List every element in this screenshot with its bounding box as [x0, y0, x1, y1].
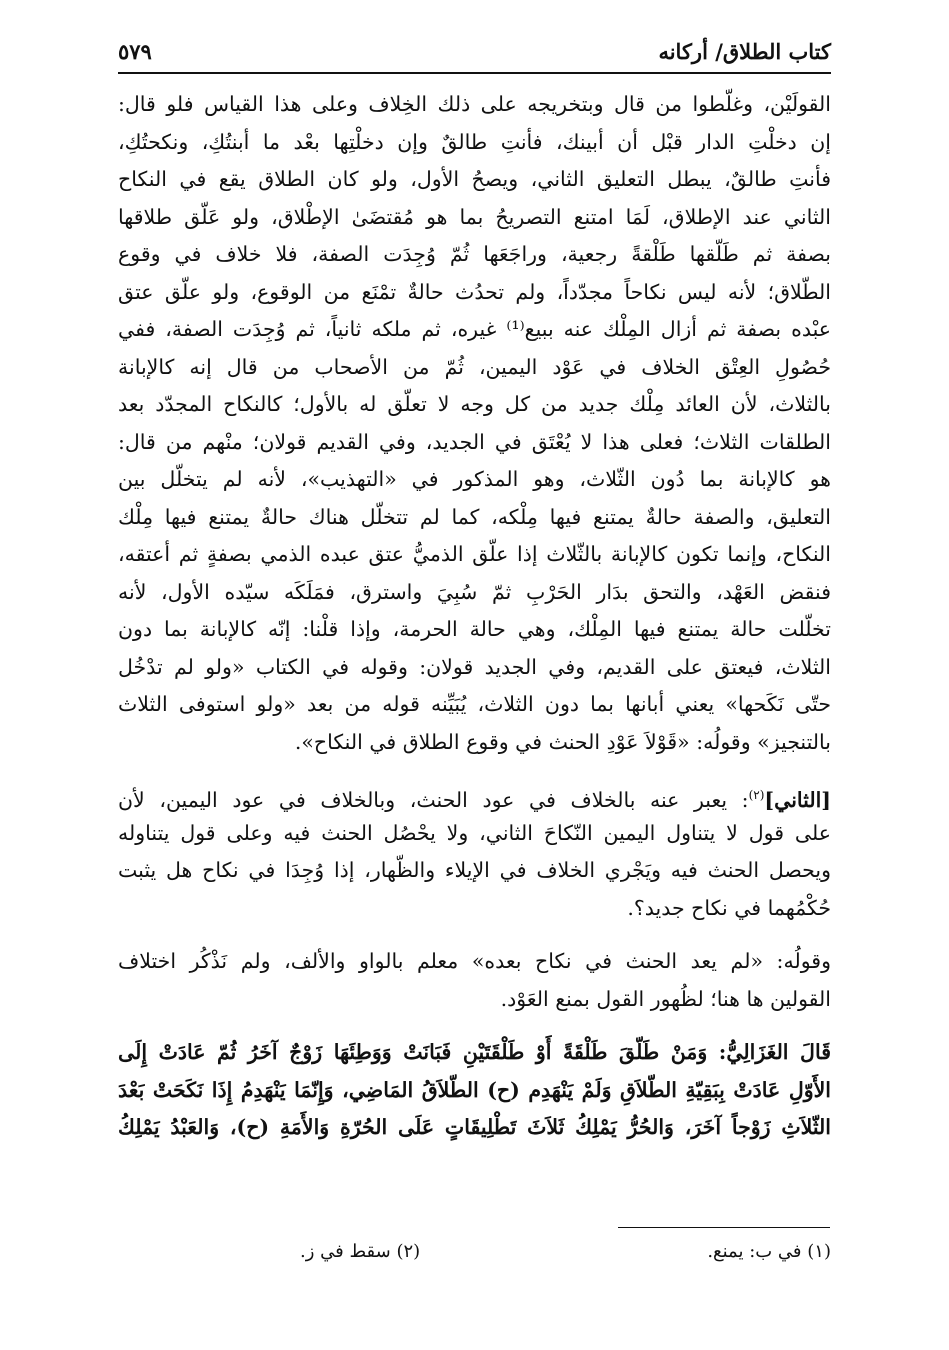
text-line: الثاني عند الإطلاق، لَمَا امتنع التصريحُ بما هو مُقتضَىٰ الإطْلاق، ولو عَلّق طلاقها	[118, 204, 831, 229]
text-line: القولين ها هنا؛ لظُهور القول بمنع العَوْد.	[500, 986, 831, 1011]
text-line: حُصُولِ العِتْق الخلاف في عَوْد اليمين، ثُمّ من الأصحاب من قال إنه كالإبانة	[118, 354, 831, 379]
text-line: فأنتِ طالقٌ، يبطل التعليق الثاني، ويصحُ الأول، ولو كان الطلاق يقع في النكاح	[118, 167, 831, 191]
text-line: قَالَ الغَزَالِيُّ: وَمَنْ طَلّقَ طَلْقَةً أَوْ طَلْقَتَيْنِ فَبَانَتْ وَوَطِئَهَا زَوْجٌ آخَرُ ثُمّ عَادَتْ إِلَى	[118, 1040, 831, 1064]
footnote-1: (١) في ب: يمنع.	[707, 1241, 831, 1262]
text-line: القولَيْن، وغلّطوا من قال وبتخريجه على ذلك الخِلاف وعلى هذا القياس فلو قال:	[118, 92, 831, 116]
text-line: الثّلاَثِ زَوْجاً آخَرَ، وَالحُرُّ يَمْلِكُ ثَلاَثَ تَطْلِيقَاتٍ عَلَى الحُرّةِ وَالأَمَةِ (ح)، وَالعَبْدُ يَمْلِكُ	[118, 1115, 831, 1139]
header-divider	[118, 72, 831, 74]
text-line: حُكْمُهما في نكاح جديد؟.	[627, 895, 831, 920]
footnotes	[300, 1238, 831, 1266]
text-line: الطلقات الثلاث؛ فعلى هذا لا يُعْتَق في الجديد، وفي القديم قولان؛ منْهم من قال:	[118, 429, 831, 454]
footnote-ref: (٢)	[748, 788, 765, 802]
text-line: ويحصل الحنث فيه ويَجْري الخلاف في الإيلاء والظّهار، إذا وُجِدَا في نكاح هل يثبت	[118, 858, 831, 882]
footnote-divider	[618, 1227, 830, 1228]
main-text	[118, 86, 831, 1147]
text-line: عبْده بصفة ثم أزال المِلْك عنه ببيع⁽¹⁾ غيره، ثم ملكه ثانياً، ثم وُجِدَت الصفة، ففي	[118, 317, 831, 341]
text-fragment: : يعبر عنه بالخلاف في عود الحنث، وبالخلاف في عود اليمين، لأن	[118, 787, 749, 812]
text-line: هو كالإبانة بما دُون الثّلاث، وهو المذكور في «التهذيب»، لأنه لم يتخلّل بين	[118, 467, 831, 491]
paragraph-1	[118, 86, 831, 761]
text-line: على قول لا يتناول اليمين النّكاحَ الثاني، ولا يحْصُل الحنث فيه وعلى قول يتناوله	[118, 820, 831, 845]
text-line: بالثلاث، لأن العائد مِلْك جديد من كل وجه لا تعلّق له بالأول؛ كالنكاح المجدّد بعد	[118, 392, 831, 416]
text-line: بالتنجيز» وقولُه: «قَوْلاَ عَوْدِ الحنث في وقوع الطلاق في النكاح».	[294, 729, 831, 754]
footnote-2: (٢) سقط في ز.	[300, 1241, 421, 1262]
paragraph-2	[118, 777, 831, 927]
paragraph-3	[118, 943, 831, 1018]
paragraph-gap	[118, 761, 831, 777]
text-line: حتّى نَكَحها» يعني أبانها بما دون الثلاث، يُبَيِّنه قوله من بعد «ولو استوفى الثلاث	[118, 692, 831, 716]
paragraph-ghazali	[118, 1034, 831, 1147]
text-line: وقولُه: «لم يعد الحنث في نكاح بعده» معلم بالواو والألف، ولم نَذْكُر اختلاف	[118, 949, 831, 973]
text-line	[118, 777, 831, 815]
text-line: الطّلاق؛ لأنه ليس نكاحاً مجدّداً، ولم تحدُث حالةٌ تمْنَع من الوقوع، ولو علّق عتق	[118, 279, 831, 304]
paragraph-gap	[118, 927, 831, 943]
text-line: بصفة ثم طَلّقها طَلْقةً رجعية، وراجَعَها ثُمّ وُجِدَت الصفة، فلا خلاف في وقوع	[118, 242, 831, 266]
section-label: [الثاني]	[764, 787, 831, 812]
text-line: إن دخلْتِ الدار قبْل أن أبينك، فأنتِ طالقٌ وإن دخلْتِها بعْد ما أبنتُكِ، ونكحتُكِ،	[118, 129, 831, 154]
text-line: الأَوّلِ عَادَتْ بِبَقِيّةِ الطّلاَقِ وَلَمْ يَنْهَدِم (ح) الطّلاَقُ المَاضِي، وَإِنّمَا يَنْهَدِمُ إِذَا نَكَحَتْ بَعْدَ	[118, 1077, 831, 1102]
running-title: كتاب الطلاق/ أركانه	[658, 39, 831, 64]
text-line: التعليق، والصفة حالةٌ يمتنع فيها مِلْكه، كما لم تتخلّل هناك حالةٌ يمتنع فيها مِلْك	[118, 504, 831, 529]
text-line: النكاح، وإنما تكون كالإبانة بالثّلاث إذا علّق الذميُّ عتق عبده الذمي بصفةٍ ثم أعتقه،	[118, 542, 831, 566]
paragraph-gap	[118, 1018, 831, 1034]
text-line: فنقض العَهْد، والتحق بدَار الحَرْبِ ثمّ سُبِيَ واسترق، فمَلَكَه سيّده الأول، لأنه	[118, 579, 831, 604]
page-number: ٥٧٩	[118, 39, 152, 64]
text-line: تخلّلت حالة يمتنع فيها المِلْك، وهي حالة الحرمة، وإذا قلْنا: إنّه كالإبانة بما دون	[118, 617, 831, 641]
page-header	[118, 28, 831, 64]
text-line: الثلاث، فيعتق على القديم، وفي الجديد قولان: وقوله في الكتاب «ولو لم تدْخُل	[118, 654, 831, 679]
